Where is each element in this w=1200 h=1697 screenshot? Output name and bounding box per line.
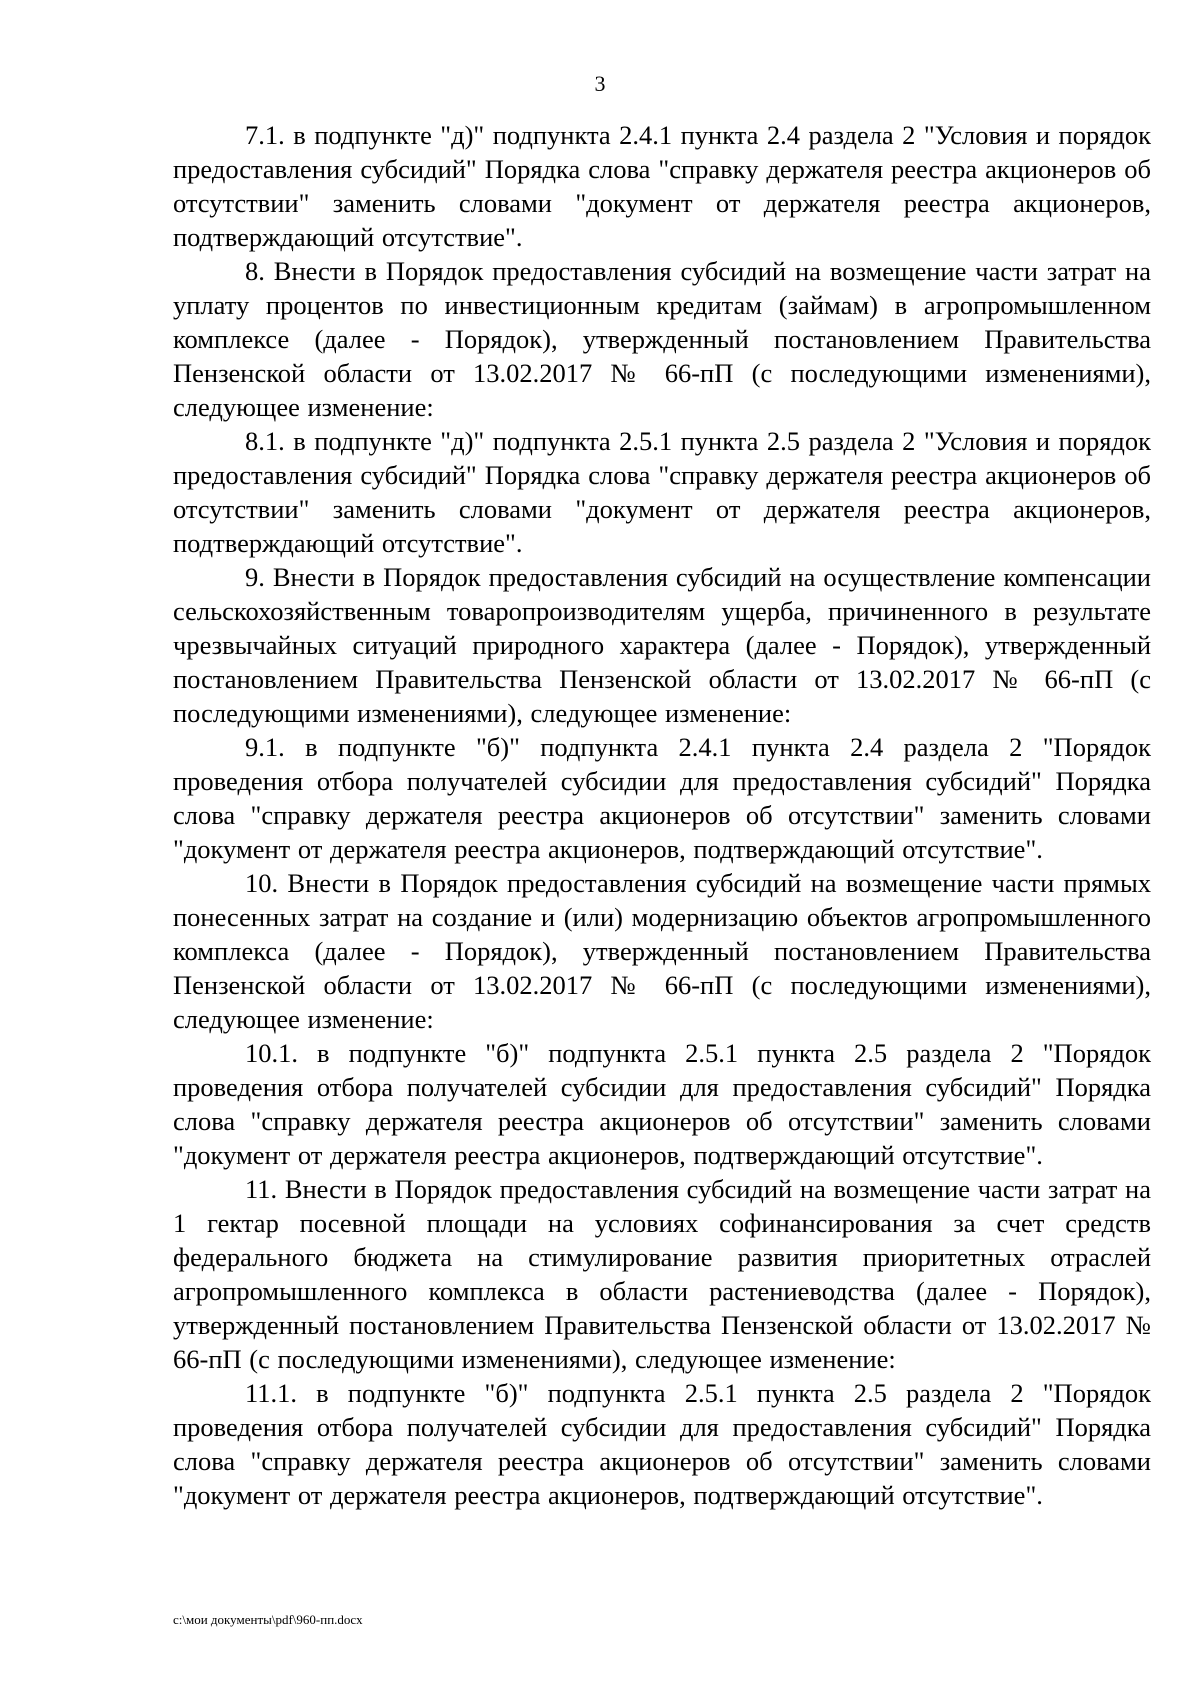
- paragraph-8-1: 8.1. в подпункте "д)" подпункта 2.5.1 пункта 2.5 раздела 2 "Условия и порядок предоставления субсидий" Порядка слова "справку держателя реестра акционеров об отсутствии" заменить словами "документ от держателя реестра акционеров, подтверждающий отсутствие".: [173, 426, 1151, 558]
- paragraph-9: 9. Внести в Порядок предоставления субсидий на осуществление компенсации сельскохозяйственным товаропроизводителям ущерба, причиненного в результате чрезвычайных ситуаций природного характера (далее - Порядок), утвержденный постановлением Правительства Пензенской области от 13.02.2017 № 66-пП (с последующими изменениями), следующее изменение:: [173, 562, 1151, 728]
- document-body: [173, 118, 1151, 1512]
- paragraph-7-1: 7.1. в подпункте "д)" подпункта 2.4.1 пункта 2.4 раздела 2 "Условия и порядок предоставления субсидий" Порядка слова "справку держателя реестра акционеров об отсутствии" заменить словами "документ от держателя реестра акционеров, подтверждающий отсутствие".: [173, 120, 1151, 252]
- paragraph-11: 11. Внести в Порядок предоставления субсидий на возмещение части затрат на 1 гектар посевной площади на условиях софинансирования за счет средств федерального бюджета на стимулирование развития приоритетных отраслей агропромышленного комплекса в области растениеводства (далее - Порядок), утвержденный постановлением Правительства Пензенской области от 13.02.2017 № 66-пП (с последующими изменениями), следующее изменение:: [173, 1174, 1151, 1374]
- paragraph-8: 8. Внести в Порядок предоставления субсидий на возмещение части затрат на уплату процентов по инвестиционным кредитам (займам) в агропромышленном комплексе (далее - Порядок), утвержденный постановлением Правительства Пензенской области от 13.02.2017 № 66-пП (с последующими изменениями), следующее изменение:: [173, 256, 1151, 422]
- paragraph-10: 10. Внести в Порядок предоставления субсидий на возмещение части прямых понесенных затрат на создание и (или) модернизацию объектов агропромышленного комплекса (далее - Порядок), утвержденный постановлением Правительства Пензенской области от 13.02.2017 № 66-пП (с последующими изменениями), следующее изменение:: [173, 868, 1151, 1034]
- paragraph-11-1: 11.1. в подпункте "б)" подпункта 2.5.1 пункта 2.5 раздела 2 "Порядок проведения отбора получателей субсидии для предоставления субсидий" Порядка слова "справку держателя реестра акционеров об отсутствии" заменить словами "документ от держателя реестра акционеров, подтверждающий отсутствие".: [173, 1378, 1151, 1510]
- footer-file-path: c:\мои документы\pdf\960-пп.docx: [173, 1612, 363, 1627]
- paragraph-10-1: 10.1. в подпункте "б)" подпункта 2.5.1 пункта 2.5 раздела 2 "Порядок проведения отбора получателей субсидии для предоставления субсидий" Порядка слова "справку держателя реестра акционеров об отсутствии" заменить словами "документ от держателя реестра акционеров, подтверждающий отсутствие".: [173, 1038, 1151, 1170]
- page-number: 3: [594, 71, 606, 96]
- paragraph-9-1: 9.1. в подпункте "б)" подпункта 2.4.1 пункта 2.4 раздела 2 "Порядок проведения отбора получателей субсидии для предоставления субсидий" Порядка слова "справку держателя реестра акционеров об отсутствии" заменить словами "документ от держателя реестра акционеров, подтверждающий отсутствие".: [173, 732, 1151, 864]
